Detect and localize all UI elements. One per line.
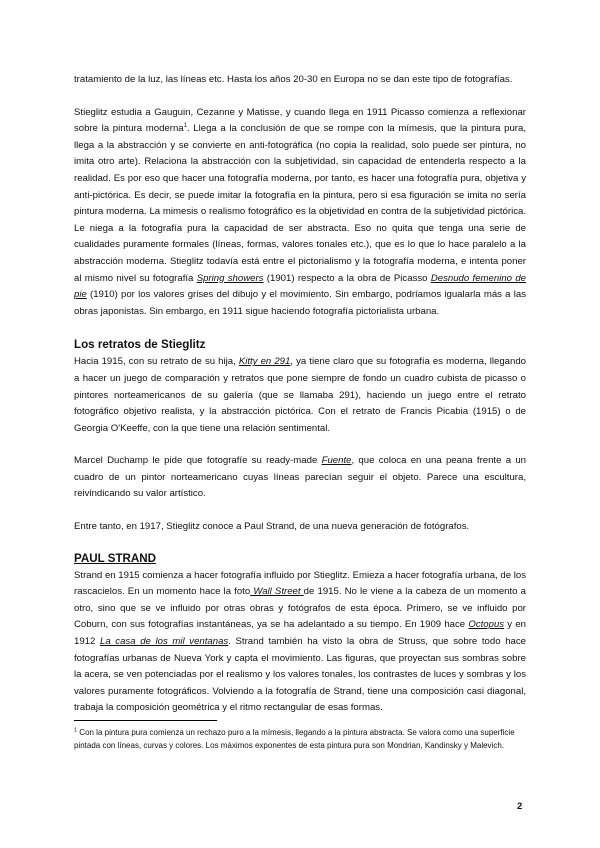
section-heading-paul-strand: PAUL STRAND [74, 551, 157, 565]
paragraph-paul-strand: Strand en 1915 comienza a hacer fotografía influido por Stieglitz. Emieza a hacer fotografía urbana, de los rascacielos. En un momento hace la foto Wall Street de 1915. No le viene a la cabeza de un momento a otro, sino que se ve influido por otras obras y fotógrafos de esta época. Primero, se ve influido por Coburn, con sus fotografías instantáneas, ya se ha adelantado a su tiempo. En 1909 hace Octopus y en 1912 La casa de los mil ventanas. Strand también ha visto la obra de Struss, que sobre todo hace fotografías urbanas de Nueva York y capta el movimiento. Las figuras, que proyectan sus sombras sobre la acera, se ven potenciadas por el realismo y los valores tonales, los contrastes de luces y sombras y los valores puramente fotográficos. Volviendo a la fotografía de Strand, tiene una composición casi diagonal, trabaja la composición geométrica y el ritmo rectangular de esas formas. [74, 569, 527, 714]
paragraph-stieglitz-modern: Stieglitz estudia a Gauguin, Cezanne y Matisse, y cuando llega en 1911 Picasso comienza a reflexionar sobre la pintura moderna$^1$. Llega a la conclusión de que se rompe con la mímesis, que la pintura pura, llega a la abstracción y se convierte en anti-fotográfica (no copia la realidad, solo puede ser pintura, no imita otro arte). Relaciona la abstracción con la subjetividad, sin capacidad de entenderla respecto a la realidad. Es por eso que hacer una fotografía moderna, por tanto, es hacer una fotografía pura, objetiva y anti-pictórica. Es decir, se puede imitar la fotografía en la pintura, pero si esa figuración se imita no sería pintura moderna. La mimesis o realismo fotográfico es la objetividad en contra de la subjetividad pictórica. Le niega a la fotografía pura la capacidad de ser abstracta. Eso no quita que tenga una serie de cualidades puramente formales (líneas, formas, valores tonales etc.), que es lo que lo hace paralelo a la abstracción moderna. Stieglitz todavía está entre el pictorialismo y la fotografía moderna, e intenta poner al mismo nivel su fotografía Spring showers (1901) respecto a la obra de Picasso Desnudo femenino de pie (1910) por los valores grises del dibujo y el movimiento. Sin embargo, podríamos igualarla más a las obras japonistas. Sin embargo, en 1911 sigue haciendo fotografía pictorialista urbana. [74, 106, 527, 317]
footnote-separator [74, 720, 217, 721]
footnote-reference[interactable]: 1 [183, 123, 187, 129]
footnote-text: Con la pintura pura comienza un rechazo puro a la mímesis, llegando a la pintura abstracta. Se valora como una superficie pintada con líneas, curvas y colores. Los máximos exponentes de esta pintura pura son Mondrian, Kandinsky y Malevich. [74, 728, 515, 750]
section-heading-retratos: Los retratos de Stieglitz [74, 338, 206, 352]
link-spring-showers[interactable]: Spring showers [196, 272, 264, 284]
paragraph-retratos: Hacia 1915, con su retrato de su hija, Kitty en 291, ya tiene claro que su fotografía es moderna, llegando a hacer un juego de comparación y retratos que pone siempre de fondo un cuadro cubista de picasso o pintores norteamericanos de su galería (que se llamaba 291), haciendo un juego entre el retrato fotográfico objetivo realista, y la abstracción pictórica. Con el retrato de Francis Picabia (1915) o de Georgia O'Keeffe, con la que tiene una relación sentimental. [74, 356, 527, 434]
page-body [74, 72, 526, 717]
link-wall-street[interactable]: Wall Street [250, 586, 304, 598]
link-fuente[interactable]: Fuente [321, 455, 352, 467]
paragraph-duchamp: Marcel Duchamp le pide que fotografíe su ready-made Fuente, que coloca en una peana frente a un cuadro de un pintor norteamericano cuyas líneas parecían seguir el objeto. Parece una escultura, reivindicando su valor artístico. [74, 455, 527, 500]
link-kitty-en-291[interactable]: Kitty en 291 [238, 356, 291, 368]
link-desnudo-femenino[interactable]: Desnudo femenino de pie [74, 272, 527, 301]
page-number: 2 [517, 801, 523, 812]
link-octopus[interactable]: Octopus [468, 619, 505, 631]
footnote-number: 1 [74, 727, 78, 734]
link-casa-mil-ventanas[interactable]: La casa de los mil ventanas [99, 636, 229, 648]
paragraph-strand-intro: Entre tanto, en 1917, Stieglitz conoce a Paul Strand, de una nueva generación de fotógrafos. [74, 521, 470, 533]
footnote [74, 727, 526, 752]
paragraph-intro: tratamiento de la luz, las líneas etc. Hasta los años 20-30 en Europa no se dan este tipo de fotografías. [74, 74, 513, 85]
